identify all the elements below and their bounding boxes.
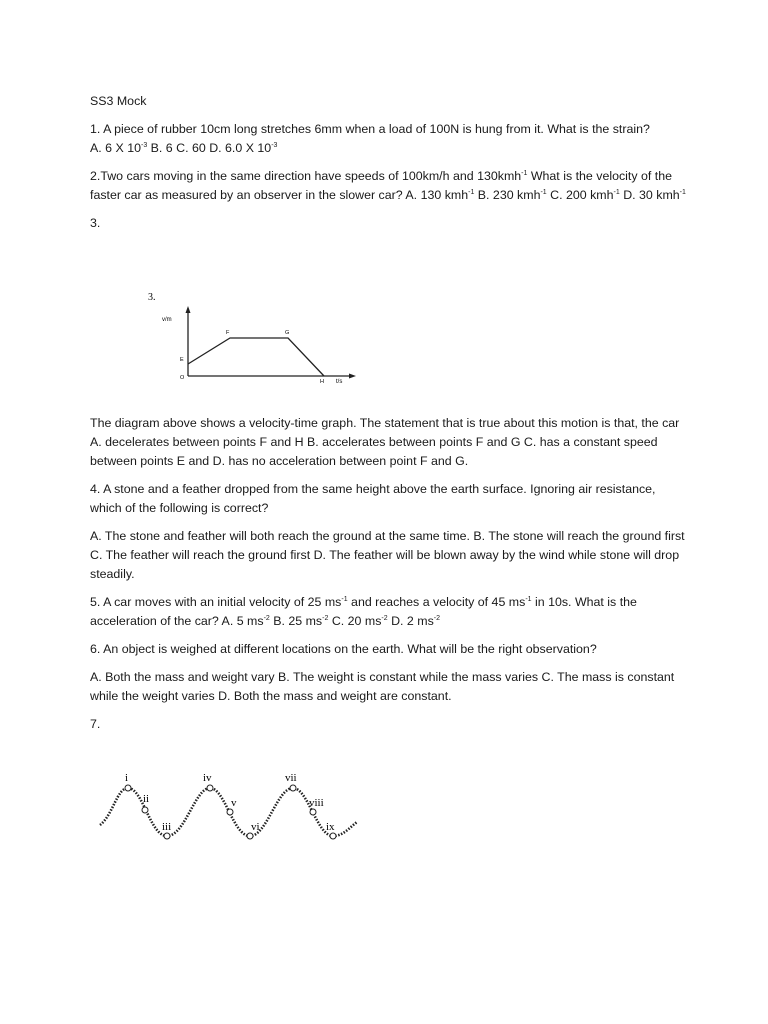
label-viii: viii [309,797,324,809]
label-v: v [231,797,237,809]
x-axis-label: t/s [336,379,343,385]
page-title: SS3 Mock [90,94,147,108]
label-iv: iv [203,772,212,784]
y-axis-label: v/m [162,317,172,323]
label-ii: ii [143,793,150,805]
point-e: E [180,357,184,363]
particle-ii [142,807,148,813]
particle-vii [290,785,296,791]
particle-ix [330,833,336,839]
graph-line [188,338,324,376]
label-iii: iii [162,821,172,833]
wave-diagram [95,770,365,855]
label-vii: vii [285,772,297,784]
particle-vi [247,833,253,839]
x-axis-arrow [349,374,356,379]
particle-i [125,785,131,791]
particle-iii [164,833,170,839]
question-6-options: A. Both the mass and weight vary B. The weight is constant while the mass varies C. The mass is constant while the weight varies D. Both the mass and weight are constant. [90,670,675,703]
question-4: 4. A stone and a feather dropped from the same height above the earth surface. Ignoring air resistance, which of the following is correct? [90,482,656,515]
point-f: F [226,330,230,336]
question-3-number: 3. [90,216,101,230]
point-o: O [180,375,185,381]
particle-iv [207,785,213,791]
document-body [90,92,690,743]
particle-v [227,809,233,815]
label-vi: vi [251,821,260,833]
question-1: 1. A piece of rubber 10cm long stretches 6mm when a load of 100N is hung from it. What is the strain? A. 6 X $10^{-3}$ B. 6 C. 60 D. 6.0 X $10^{-3}$ [90,122,650,155]
label-ix: ix [326,821,335,833]
question-4-options: A. The stone and feather will both reach the ground at the same time. B. The stone will reach the ground first C. The feather will reach the ground first D. The feather will be blown away by the wind while stone will drop steadily. [90,529,685,581]
point-h: H [320,379,324,385]
label-i: i [125,772,129,784]
particle-viii [310,809,316,815]
question-7-number: 7. [90,717,101,731]
question-5: 5. A car moves with an initial velocity of 25 $ms^{-1}$ and reaches a velocity of 45 $ms^{-1}$ in 10s. What is the acceleration of the car? A. 5 $ms^{-2}$ B. 25 $ms^{-2}$ C. 20 $ms^{-2}$ D. 2 $ms^{-2}$ [90,595,637,628]
y-axis-arrow [186,306,191,313]
question-3-text: The diagram above shows a velocity-time graph. The statement that is true about this motion is that, the car A. decelerates between points F and H B. accelerates between points F and G C. has a constant speed between points E and D. has no acceleration between point F and G. [90,416,680,468]
question-6: 6. An object is weighed at different locations on the earth. What will be the right observation? [90,642,597,656]
graph-number: 3. [148,292,156,303]
velocity-time-graph [140,288,370,398]
question-2: 2.Two cars moving in the same direction have speeds of 100km/h and 130kmh$^{-1}$ What is the velocity of the faster car as measured by an observer in the slower car? A. 130 kmh$^{-1}$ B. 230 kmh$^{-1}$ C. 200 kmh$^{-1}$ D. 30 kmh$^{-1}$ [90,169,686,202]
point-g: G [285,330,290,336]
